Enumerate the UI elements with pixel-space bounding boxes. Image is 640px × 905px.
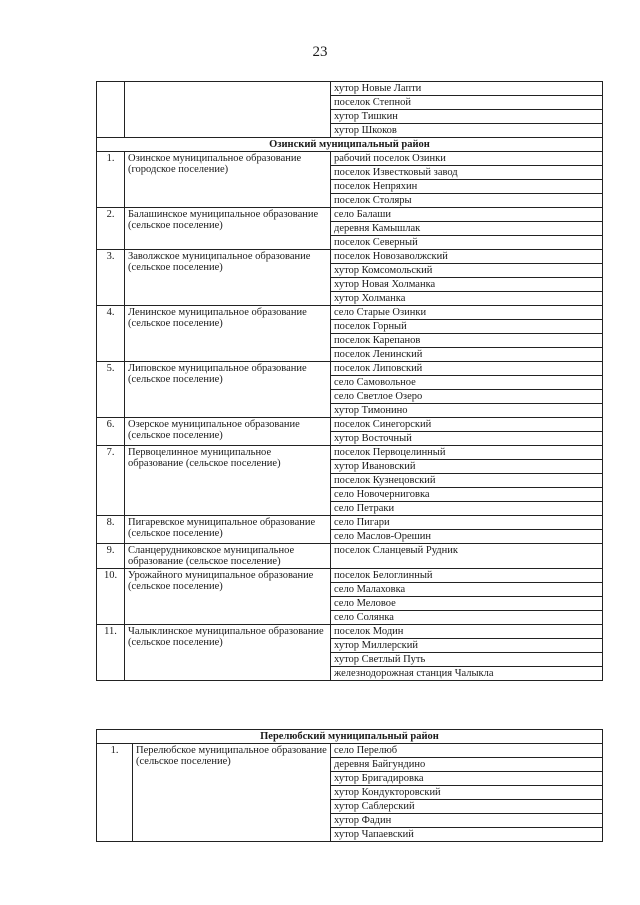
table-row [97,418,603,432]
settlement-name: поселок Сланцевый Рудник [331,544,603,569]
row-number: 9. [97,544,125,569]
table-row [97,569,603,583]
settlement-name: поселок Непряхин [331,180,603,194]
municipality-name: Озерское муниципальное образование (сельское поселение) [125,418,331,446]
settlement-name: поселок Белоглинный [331,569,603,583]
settlement-name: рабочий поселок Озинки [331,152,603,166]
settlement-name: хутор Чапаевский [331,828,603,842]
settlement-cell: поселок Степной [331,96,603,110]
table-row [97,82,603,96]
row-number-cell [97,82,125,138]
settlement-name: поселок Синегорский [331,418,603,432]
settlement-name: хутор Восточный [331,432,603,446]
settlement-name: село Маслов-Орешин [331,530,603,544]
row-number: 7. [97,446,125,516]
settlement-name: хутор Новая Холманка [331,278,603,292]
settlement-name: хутор Фадин [331,814,603,828]
settlement-name: поселок Ленинский [331,348,603,362]
municipality-name: Ленинское муниципальное образование (сельское поселение) [125,306,331,362]
municipality-name: Перелюбское муниципальное образование (сельское поселение) [133,744,331,842]
settlements-table-ozinsky [96,81,603,681]
municipality-name: Урожайного муниципальное образование (сельское поселение) [125,569,331,625]
row-number: 2. [97,208,125,250]
settlement-name: село Малаховка [331,583,603,597]
settlement-name: поселок Кузнецовский [331,474,603,488]
district-header: Перелюбский муниципальный район [97,730,603,744]
district-header-row [97,730,603,744]
settlement-name: поселок Липовский [331,362,603,376]
settlement-name: село Петраки [331,502,603,516]
table-row [97,362,603,376]
settlement-name: поселок Столяры [331,194,603,208]
municipality-name: Балашинское муниципальное образование (сельское поселение) [125,208,331,250]
municipality-name: Чалыклинское муниципальное образование (сельское поселение) [125,625,331,681]
municipality-name: Сланцерудниковское муниципальное образование (сельское поселение) [125,544,331,569]
table-row [97,208,603,222]
settlement-name: деревня Байгундино [331,758,603,772]
settlement-name: село Перелюб [331,744,603,758]
table-row [97,446,603,460]
page-number: 23 [312,44,328,60]
settlement-name: поселок Горный [331,320,603,334]
settlement-name: хутор Холманка [331,292,603,306]
table-row [97,516,603,530]
district-header-row [97,138,603,152]
settlement-name: село Старые Озинки [331,306,603,320]
settlement-name: хутор Саблерский [331,800,603,814]
municipality-name: Первоцелинное муниципальное образование (сельское поселение) [125,446,331,516]
settlement-name: село Новочерниговка [331,488,603,502]
settlement-name: деревня Камышлак [331,222,603,236]
settlement-name: поселок Известковый завод [331,166,603,180]
row-number: 3. [97,250,125,306]
settlement-name: село Меловое [331,597,603,611]
settlement-name: железнодорожная станция Чалыкла [331,667,603,681]
table-row [97,152,603,166]
district-header: Озинский муниципальный район [97,138,603,152]
row-number: 1. [97,744,133,842]
settlement-name: село Самовольное [331,376,603,390]
municipality-name: Озинское муниципальное образование (городское поселение) [125,152,331,208]
settlement-name: хутор Миллерский [331,639,603,653]
settlement-name: хутор Светлый Путь [331,653,603,667]
settlement-name: поселок Карепанов [331,334,603,348]
settlement-name: село Пигари [331,516,603,530]
settlement-name: поселок Новозаволжский [331,250,603,264]
row-number: 6. [97,418,125,446]
table-row [97,250,603,264]
settlement-name: поселок Модин [331,625,603,639]
settlement-name: село Балаши [331,208,603,222]
row-number: 5. [97,362,125,418]
row-number: 10. [97,569,125,625]
settlement-name: хутор Бригадировка [331,772,603,786]
table-row [97,544,603,569]
settlement-cell: хутор Новые Лапти [331,82,603,96]
municipality-name: Заволжское муниципальное образование (сельское поселение) [125,250,331,306]
settlement-name: хутор Тимонино [331,404,603,418]
settlement-name: поселок Северный [331,236,603,250]
settlement-name: село Светлое Озеро [331,390,603,404]
row-number: 11. [97,625,125,681]
table-row [97,625,603,639]
settlements-table-perelyubsky [96,729,603,842]
settlement-cell: хутор Тишкин [331,110,603,124]
municipality-cell [125,82,331,138]
row-number: 1. [97,152,125,208]
settlement-name: село Солянка [331,611,603,625]
settlement-name: хутор Ивановский [331,460,603,474]
municipality-name: Пигаревское муниципальное образование (сельское поселение) [125,516,331,544]
settlement-name: хутор Кондукторовский [331,786,603,800]
table-row [97,744,603,758]
row-number: 4. [97,306,125,362]
settlement-name: поселок Первоцелинный [331,446,603,460]
settlement-name: хутор Комсомольский [331,264,603,278]
settlement-cell: хутор Шкоков [331,124,603,138]
municipality-name: Липовское муниципальное образование (сельское поселение) [125,362,331,418]
row-number: 8. [97,516,125,544]
table-row [97,306,603,320]
